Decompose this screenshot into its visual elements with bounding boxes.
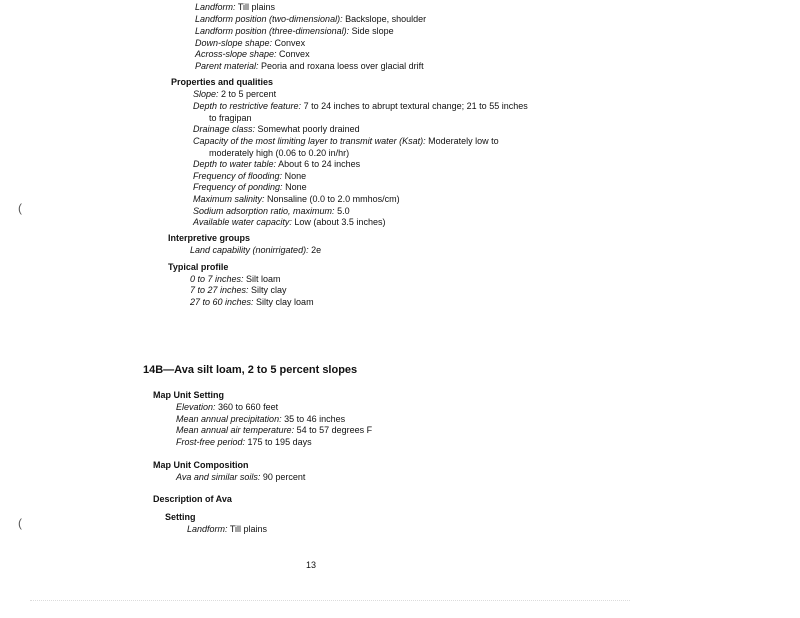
elevation-label: Elevation: [176,402,216,412]
down-slope-label: Down-slope shape: [195,38,273,48]
slope-value: 2 to 5 percent [218,89,277,99]
ksat-value: Moderately low to [425,136,499,146]
profile-texture: Silt loam [243,274,281,284]
landform-3d-value: Side slope [349,26,394,36]
profile-row [190,297,314,309]
landform-2d-label: Landform position (two-dimensional): [195,14,343,24]
air-temperature-value: 54 to 57 degrees F [294,425,373,435]
slope-label: Slope: [193,89,219,99]
typical-profile-heading: Typical profile [168,262,229,272]
profile-depth: 0 to 7 inches: [190,274,244,284]
profile-texture: Silty clay [248,285,287,295]
profile-row [190,274,281,286]
frost-free-line [176,437,312,449]
setting-landform-line [187,524,267,536]
elevation-line [176,402,278,414]
precipitation-label: Mean annual precipitation: [176,414,282,424]
ponding-value: None [282,182,307,192]
parent-material-label: Parent material: [195,61,259,71]
landform-3d-label: Landform position (three-dimensional): [195,26,350,36]
awc-label: Available water capacity: [193,217,292,227]
landform-position-3d-line [195,26,394,38]
ava-composition-label: Ava and similar soils: [176,472,261,482]
frost-free-label: Frost-free period: [176,437,246,447]
water-table-label: Depth to water table: [193,159,277,169]
down-slope-value: Convex [272,38,306,48]
ksat-line [193,136,499,148]
interpretive-heading: Interpretive groups [168,233,251,243]
landform-line [195,2,275,14]
precipitation-line [176,414,345,426]
restrictive-depth-continuation: to fragipan [209,113,252,123]
flooding-line [193,171,306,183]
frost-free-value: 175 to 195 days [245,437,312,447]
drainage-label: Drainage class: [193,124,256,134]
precipitation-value: 35 to 46 inches [281,414,346,424]
land-capability-label: Land capability (nonirrigated): [190,245,309,255]
map-unit-title: 14B—Ava silt loam, 2 to 5 percent slopes [143,364,358,376]
landform-value: Till plains [235,2,276,12]
description-heading: Description of Ava [153,494,232,504]
page-number: 13 [306,560,317,570]
restrictive-depth-value: 7 to 24 inches to abrupt textural change; 21 to 55 inches [301,101,528,111]
down-slope-line [195,38,305,50]
profile-row [190,285,287,297]
binder-hole-mark-icon: ( [18,516,22,530]
across-slope-line [195,49,310,61]
setting-heading: Setting [165,512,196,522]
ava-composition-line [176,472,305,484]
profile-depth: 27 to 60 inches: [190,297,254,307]
sodium-value: 5.0 [334,206,350,216]
map-unit-setting-heading: Map Unit Setting [153,390,224,400]
salinity-label: Maximum salinity: [193,194,265,204]
parent-material-value: Peoria and roxana loess over glacial drift [258,61,424,71]
flooding-value: None [282,171,307,181]
drainage-line [193,124,360,136]
landform-position-2d-line [195,14,426,26]
profile-depth: 7 to 27 inches: [190,285,249,295]
profile-texture: Silty clay loam [253,297,314,307]
land-capability-value: 2e [308,245,322,255]
ponding-line [193,182,307,194]
setting-landform-label: Landform: [187,524,228,534]
binder-hole-mark-icon: ( [18,201,22,215]
properties-heading: Properties and qualities [171,77,274,87]
slope-line [193,89,276,101]
ponding-label: Frequency of ponding: [193,182,283,192]
parent-material-line [195,61,424,73]
restrictive-depth-line [193,101,528,113]
across-slope-label: Across-slope shape: [195,49,277,59]
ksat-label: Capacity of the most limiting layer to transmit water (Ksat): [193,136,426,146]
salinity-value: Nonsaline (0.0 to 2.0 mmhos/cm) [264,194,400,204]
restrictive-depth-label: Depth to restrictive feature: [193,101,302,111]
awc-value: Low (about 3.5 inches) [291,217,386,227]
ksat-continuation: moderately high (0.06 to 0.20 in/hr) [209,148,350,158]
land-capability-line [190,245,321,257]
scan-edge-artifact [30,600,630,605]
setting-landform-value: Till plains [227,524,268,534]
ava-composition-value: 90 percent [260,472,306,482]
awc-line [193,217,385,229]
elevation-value: 360 to 660 feet [215,402,279,412]
flooding-label: Frequency of flooding: [193,171,283,181]
drainage-value: Somewhat poorly drained [255,124,360,134]
salinity-line [193,194,400,206]
air-temperature-label: Mean annual air temperature: [176,425,295,435]
landform-2d-value: Backslope, shoulder [342,14,427,24]
landform-label: Landform: [195,2,236,12]
sodium-label: Sodium adsorption ratio, maximum: [193,206,335,216]
sodium-line [193,206,350,218]
air-temperature-line [176,425,372,437]
map-unit-composition-heading: Map Unit Composition [153,460,249,470]
water-table-line [193,159,360,171]
across-slope-value: Convex [276,49,310,59]
water-table-value: About 6 to 24 inches [276,159,361,169]
